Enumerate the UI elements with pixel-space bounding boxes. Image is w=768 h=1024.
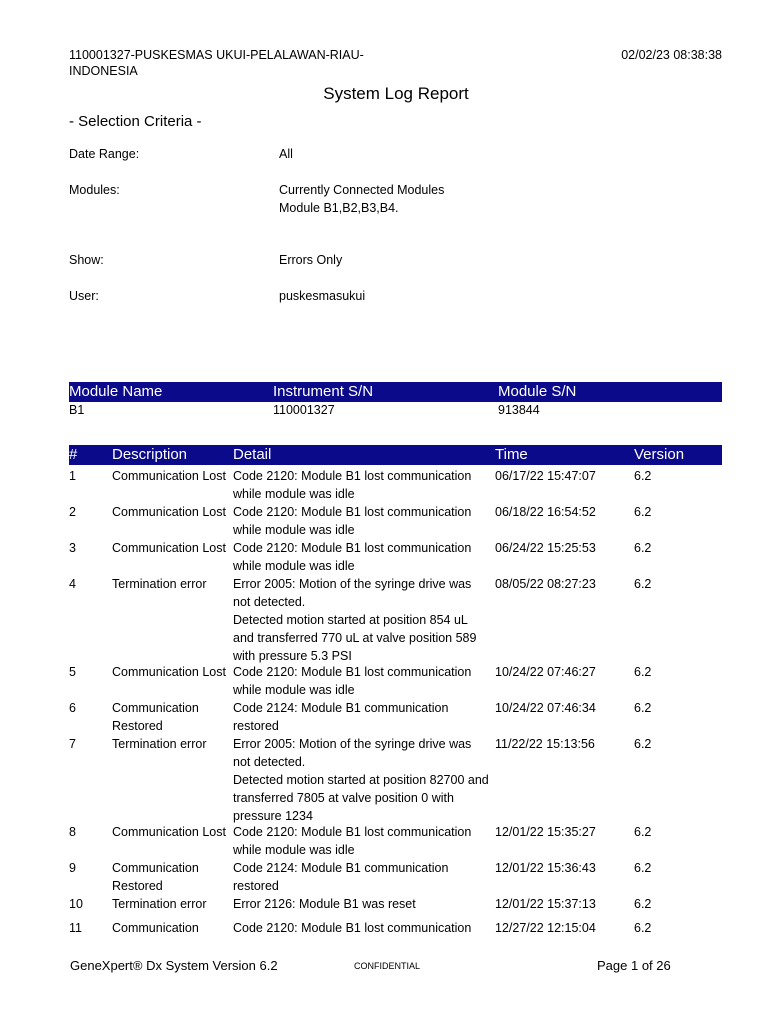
show-value: Errors Only bbox=[279, 253, 343, 267]
log-num: 2 bbox=[69, 505, 76, 519]
log-version: 6.2 bbox=[634, 541, 652, 555]
module-name-header: Module Name bbox=[69, 383, 163, 400]
page-number: Page 1 of 26 bbox=[597, 958, 671, 973]
log-time: 12/27/22 12:15:04 bbox=[495, 921, 596, 935]
log-num: 1 bbox=[69, 469, 76, 483]
log-version: 6.2 bbox=[634, 861, 652, 875]
log-detail: Code 2120: Module B1 lost communication while module was idle bbox=[233, 505, 472, 537]
log-version: 6.2 bbox=[634, 469, 652, 483]
log-row bbox=[0, 919, 768, 937]
log-time: 10/24/22 07:46:27 bbox=[495, 665, 596, 679]
modules-label: Modules: bbox=[69, 183, 120, 197]
user-value: puskesmasukui bbox=[279, 289, 366, 303]
log-time: 06/18/22 16:54:52 bbox=[495, 505, 596, 519]
version-header: Version bbox=[634, 446, 685, 463]
log-num: 8 bbox=[69, 825, 76, 839]
num-header: # bbox=[69, 446, 78, 463]
log-description: Termination error bbox=[112, 897, 207, 911]
log-description: Communication Restored bbox=[112, 861, 199, 893]
log-description: Communication Lost bbox=[112, 825, 226, 839]
log-version: 6.2 bbox=[634, 665, 652, 679]
selection-criteria-heading: - Selection Criteria - bbox=[69, 113, 202, 130]
log-description: Communication Lost bbox=[112, 665, 226, 679]
log-detail: Code 2120: Module B1 lost communication while module was idle bbox=[233, 665, 472, 697]
module-name-cell: B1 bbox=[69, 403, 85, 417]
system-version: GeneXpert® Dx System Version 6.2 bbox=[70, 958, 278, 973]
log-description: Communication Lost bbox=[112, 469, 226, 483]
log-version: 6.2 bbox=[634, 577, 652, 591]
module-sn-header: Module S/N bbox=[498, 383, 577, 400]
log-version: 6.2 bbox=[634, 825, 652, 839]
site-name: 110001327-PUSKESMAS UKUI-PELALAWAN-RIAU-INDONESIA bbox=[69, 48, 364, 78]
log-num: 10 bbox=[69, 897, 83, 911]
log-time: 08/05/22 08:27:23 bbox=[495, 577, 596, 591]
time-header: Time bbox=[495, 446, 528, 463]
log-detail: Code 2120: Module B1 lost communication while module was idle bbox=[233, 825, 472, 857]
log-time: 10/24/22 07:46:34 bbox=[495, 701, 596, 715]
log-detail: Error 2126: Module B1 was reset bbox=[233, 897, 416, 911]
log-description: Communication Restored bbox=[112, 701, 199, 733]
date-range-value: All bbox=[279, 147, 293, 161]
modules-value-line1: Currently Connected Modules bbox=[279, 183, 445, 197]
log-num: 11 bbox=[69, 921, 82, 935]
modules-value-line2: Module B1,B2,B3,B4. bbox=[279, 201, 399, 215]
log-detail: Code 2120: Module B1 lost communication while module was idle bbox=[233, 541, 472, 573]
confidential-label: CONFIDENTIAL bbox=[354, 961, 421, 971]
log-description: Communication Lost bbox=[112, 541, 226, 555]
log-detail: Error 2005: Motion of the syringe drive was not detected. Detected motion started at position 82700 and transferred 7805 at valve position 0 with pressure 1234 bbox=[233, 737, 489, 823]
log-version: 6.2 bbox=[634, 505, 652, 519]
log-description: Termination error bbox=[112, 577, 207, 591]
log-num: 9 bbox=[69, 861, 76, 875]
instrument-sn-cell: 110001327 bbox=[273, 403, 335, 417]
instrument-sn-header: Instrument S/N bbox=[273, 383, 374, 400]
log-time: 11/22/22 15:13:56 bbox=[495, 737, 595, 751]
date-range-label: Date Range: bbox=[69, 147, 140, 161]
log-time: 06/17/22 15:47:07 bbox=[495, 469, 596, 483]
log-detail: Code 2120: Module B1 lost communication while module was idle bbox=[233, 469, 472, 501]
log-version: 6.2 bbox=[634, 737, 652, 751]
log-description: Termination error bbox=[112, 737, 207, 751]
log-time: 12/01/22 15:36:43 bbox=[495, 861, 596, 875]
log-num: 4 bbox=[69, 577, 76, 591]
module-sn-cell: 913844 bbox=[498, 403, 540, 417]
log-table-header bbox=[69, 445, 722, 465]
log-time: 12/01/22 15:35:27 bbox=[495, 825, 596, 839]
description-header: Description bbox=[112, 446, 188, 463]
log-version: 6.2 bbox=[634, 701, 652, 715]
detail-header: Detail bbox=[233, 446, 272, 463]
report-timestamp: 02/02/23 08:38:38 bbox=[621, 48, 722, 62]
user-label: User: bbox=[69, 289, 99, 303]
log-description: Communication Lost bbox=[112, 505, 226, 519]
log-detail: Code 2124: Module B1 communication restored bbox=[233, 701, 449, 733]
log-detail: Code 2120: Module B1 lost communication bbox=[233, 921, 472, 935]
log-detail: Code 2124: Module B1 communication restored bbox=[233, 861, 449, 893]
log-time: 12/01/22 15:37:13 bbox=[495, 897, 596, 911]
log-version: 6.2 bbox=[634, 921, 652, 935]
log-time: 06/24/22 15:25:53 bbox=[495, 541, 596, 555]
log-detail: Error 2005: Motion of the syringe drive was not detected. Detected motion started at position 854 uL and transferred 770 uL at valve position 589 with pressure 5.3 PSI bbox=[233, 577, 477, 663]
show-label: Show: bbox=[69, 253, 104, 267]
log-num: 3 bbox=[69, 541, 76, 555]
module-table-header bbox=[69, 382, 722, 402]
log-num: 6 bbox=[69, 701, 76, 715]
log-num: 7 bbox=[69, 737, 76, 751]
log-description: Communication bbox=[112, 921, 199, 935]
log-num: 5 bbox=[69, 665, 76, 679]
report-title: System Log Report bbox=[323, 84, 469, 103]
log-version: 6.2 bbox=[634, 897, 652, 911]
